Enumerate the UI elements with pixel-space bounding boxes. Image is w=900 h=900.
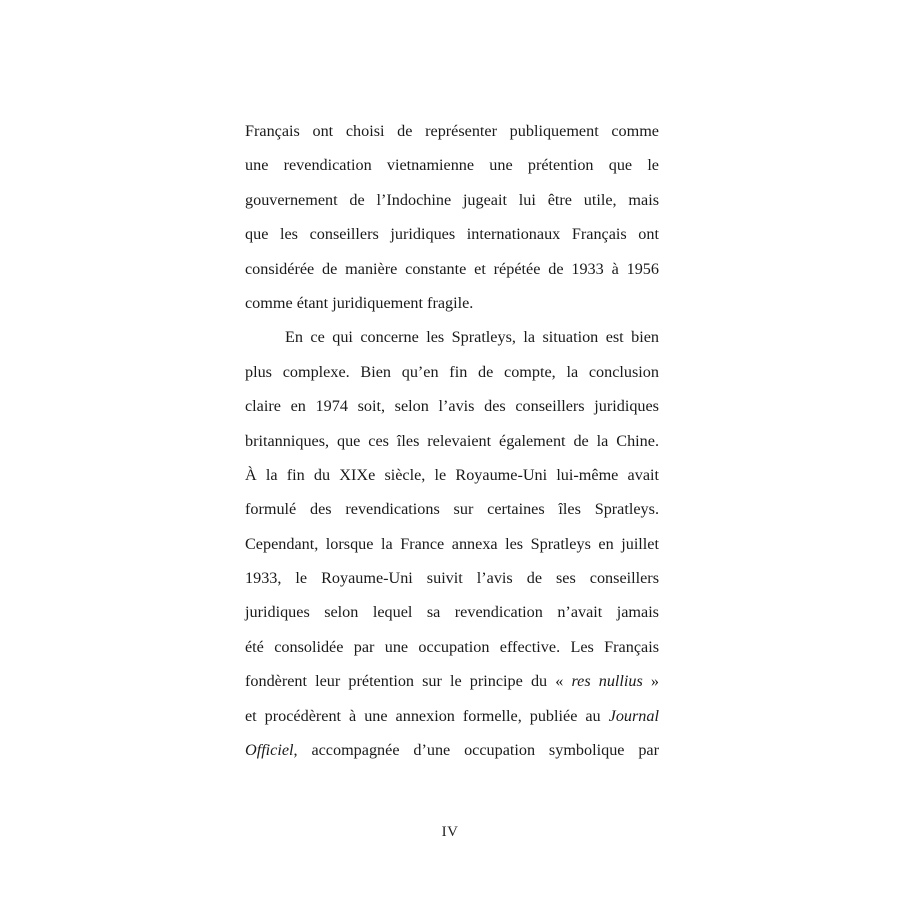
italic-term: Journal (608, 706, 659, 725)
text-line-indented: En ce qui concerne les Spratleys, la situation est bien (285, 328, 659, 347)
text-line: plus complexe. Bien qu’en fin de compte, la conclusion (245, 362, 659, 381)
text-line: considérée de manière constante et répétée de 1933 à 1956 (245, 259, 659, 278)
text-line: été consolidée par une occupation effective. Les Français (245, 637, 659, 656)
text-line: juridiques selon lequel sa revendication n’avait jamais (245, 603, 659, 622)
text-line: gouvernement de l’Indochine jugeait lui être utile, mais (245, 190, 659, 209)
text-line: claire en 1974 soit, selon l’avis des conseillers juridiques (245, 397, 659, 416)
text-line: Français ont choisi de représenter publiquement comme (245, 122, 659, 140)
text-line: comme étant juridiquement fragile. (245, 293, 474, 312)
text-line-res-nullius (245, 664, 659, 698)
italic-term: res nullius (571, 672, 643, 691)
text-line: britanniques, que ces îles relevaient également de la Chine. (245, 431, 659, 450)
text-line-journal (245, 699, 659, 733)
page-number: IV (441, 824, 459, 840)
text-line: À la fin du XIXe siècle, le Royaume-Uni lui-même avait (245, 465, 659, 484)
text-line: Cependant, lorsque la France annexa les Spratleys en juillet (245, 534, 659, 553)
body-text (245, 114, 659, 767)
text-line: 1933, le Royaume-Uni suivit l’avis de ses conseillers (245, 569, 659, 588)
text-line: que les conseillers juridiques internationaux Français ont (245, 225, 659, 244)
italic-term: Officiel (245, 741, 294, 760)
text-line-officiel (245, 733, 659, 767)
text-segment: fondèrent leur prétention sur le principe du « (245, 672, 572, 691)
text-line: formulé des revendications sur certaines îles Spratleys. (245, 500, 659, 519)
text-line: une revendication vietnamienne une prétention que le (245, 156, 659, 175)
text-segment: , accompagnée d’une occupation symbolique par (293, 741, 659, 760)
text-segment: et procédèrent à une annexion formelle, publiée au (245, 706, 609, 725)
text-segment: » (642, 672, 659, 691)
